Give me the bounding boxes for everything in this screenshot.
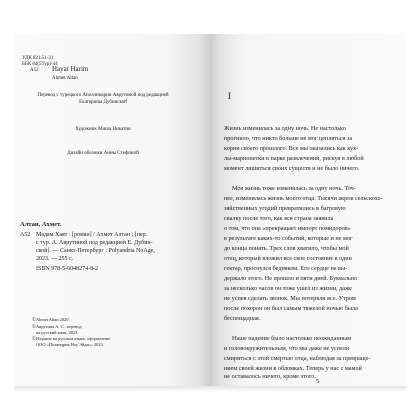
body-text-line: корни своего прошлого. Все мы оказались как кук- bbox=[224, 145, 359, 152]
body-text-line: гектар, проснулся бедняком. Его сердце не вы- bbox=[224, 265, 348, 272]
body-text-line: Жизнь изменилась за одну ночь. Не настолько bbox=[224, 125, 346, 132]
copyright-line: ООО «Поляндрия Ноу Эйдж», 2023 bbox=[36, 342, 103, 347]
body-text-line: отец, который вложил все свое состояние в один bbox=[224, 255, 352, 262]
copyright-line: Издание на русском языке, оформление. bbox=[36, 336, 112, 341]
body-text-line: свалку после того, как вся страна заявила bbox=[224, 215, 334, 222]
isbn-line: ISBN 978-5-6048274-8-2 bbox=[36, 266, 99, 272]
book-title: Hayat Harım bbox=[52, 65, 89, 73]
body-text-line: не успев сделать звонок. Мы потеряли все. Утром bbox=[224, 295, 356, 302]
copyright-line: на русский язык, 2023 bbox=[36, 330, 78, 335]
body-text-line: за несколько часов он тоже ушел из жизни, даже bbox=[224, 285, 352, 292]
body-text-line: Моя жизнь тоже изменилась за одну ночь. Точ- bbox=[232, 185, 356, 192]
body-text-line: смириться с этой смертью отца, наблюдая за превраще- bbox=[224, 355, 371, 362]
body-text-line: момент лишиться своих существ и не было ничего. bbox=[224, 165, 360, 172]
copyright-mark: © bbox=[32, 325, 36, 330]
bib-code: А52 bbox=[20, 232, 31, 238]
author-code: А52 bbox=[30, 68, 39, 73]
body-text-line: Наше падение было настолько неожиданным bbox=[232, 335, 352, 342]
body-text-line: лы-марионетки в парке развлечений, рискуя в любой bbox=[224, 155, 364, 162]
body-text-line: держало этого. Не прошло и пяти дней. Буквально bbox=[224, 275, 358, 282]
copyright-mark: © bbox=[32, 318, 36, 323]
bib-line: ской]. — Санкт-Петербург : Polyandria NoAge, bbox=[36, 248, 155, 254]
body-text-line: нием своей жизни в обломках. Теперь у нас с мамой bbox=[224, 365, 362, 372]
original-author: Ahmet Altan bbox=[52, 76, 78, 81]
bib-line: 2023. — 255 с. bbox=[36, 256, 74, 262]
chapter-number: I bbox=[228, 91, 231, 101]
bib-line: с тур. А. Аврутиной под редакцией Е. Дубин- bbox=[36, 240, 153, 246]
bib-author: Алтан, Ахмет. bbox=[20, 221, 62, 228]
copyright-line: Аврутина А. С., перевод bbox=[36, 324, 82, 329]
book-shadow bbox=[14, 386, 406, 392]
body-text-line: прогнило, что никто больше не мог цепляться за bbox=[224, 135, 353, 142]
body-text-line: зяйственных угодий превратились в багровую bbox=[224, 205, 346, 212]
artist-credit: Художник Миша Никатин bbox=[75, 127, 131, 132]
copyright-mark: © bbox=[32, 337, 36, 342]
body-text-line: и головокружительным, что мы даже не успели bbox=[224, 345, 350, 352]
body-text-line: о том, что она «прекращает импорт помидоров» bbox=[224, 225, 351, 232]
body-text-line: беспощадная. bbox=[224, 315, 261, 322]
page-number: 5 bbox=[316, 378, 320, 385]
udc-line: УДК 821.51-31 bbox=[22, 56, 54, 61]
bib-line: Мадам Хаят : [роман] / Ахмет Алтан ; [пер. bbox=[36, 232, 148, 238]
body-text-line: нее, изменилась жизнь моего отца. Тысячи акров сельскохо- bbox=[224, 195, 383, 202]
body-text-line: до конца понять. Трех слов хватило, чтобы мой bbox=[224, 245, 349, 252]
body-text-line: в результате каких-то событий, которые и не мог bbox=[224, 235, 353, 242]
translator-credit: Перевод с турецкого Аполлинарии Аврутиной под редакцией Екатерины Дубинской bbox=[37, 93, 169, 105]
body-text-line: после похорон он был самым тяжелой ночью была bbox=[224, 305, 358, 312]
body-text-line: не оставалось ничего, кроме этого. bbox=[224, 373, 316, 380]
bbk-line: ББК 84(5Тур)-44 bbox=[22, 62, 58, 67]
copyright-line: Ahmet Altan 2020 bbox=[36, 317, 69, 322]
cover-design-credit: Дизайн обложки Анны Стефиной bbox=[67, 151, 139, 156]
